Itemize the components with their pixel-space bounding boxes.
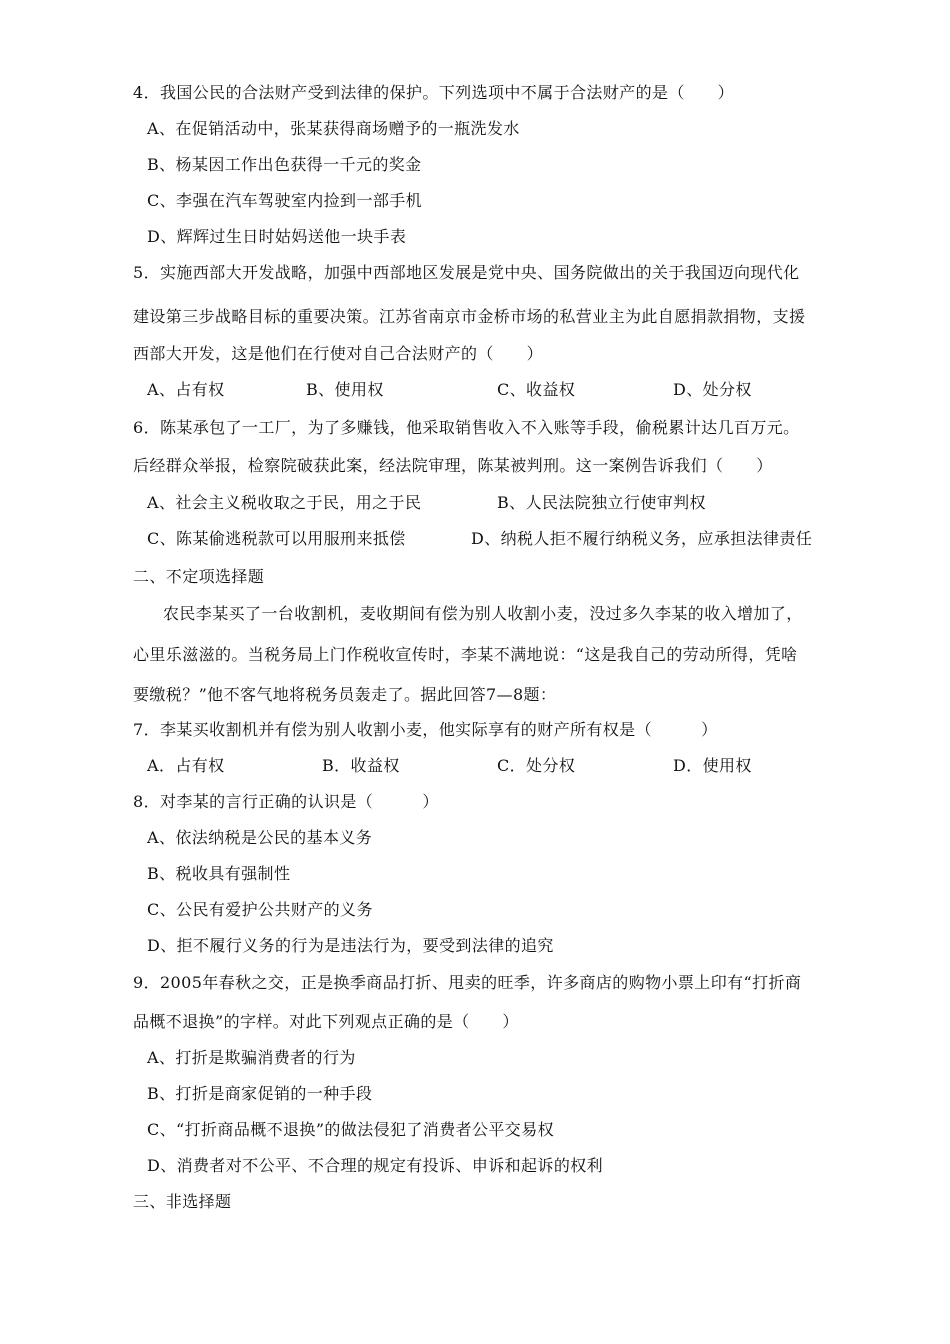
q4-option-b: B、杨某因工作出色获得一千元的奖金 <box>147 155 422 174</box>
q7-option-b: B．收益权 <box>322 756 400 775</box>
q5-option-a: A、占有权 <box>147 380 225 399</box>
q6-options-row-1 <box>0 492 950 514</box>
q5-stem-line-2: 建设第三步战略目标的重要决策。江苏省南京市金桥市场的私营业主为此自愿捐款捐物，支援 <box>133 307 806 326</box>
q8-option-b: B、税收具有强制性 <box>147 864 291 883</box>
q6-option-b: B、人民法院独立行使审判权 <box>497 493 706 512</box>
q7-option-a: A．占有权 <box>147 756 225 775</box>
q9-option-d: D、消费者对不公平、不合理的规定有投诉、申诉和起诉的权利 <box>147 1156 604 1175</box>
q5-option-d: D、处分权 <box>673 380 752 399</box>
q9-option-b: B、打折是商家促销的一种手段 <box>147 1084 373 1103</box>
q6-option-c: C、陈某偷逃税款可以用服刑来抵偿 <box>147 529 406 548</box>
q5-options-row <box>0 379 950 401</box>
section-3-heading: 三、非选择题 <box>133 1192 232 1211</box>
q4-stem: 4．我国公民的合法财产受到法律的保护。下列选项中不属于合法财产的是（ ） <box>133 83 734 102</box>
q6-stem-line-1: 6．陈某承包了一工厂，为了多赚钱，他采取销售收入不入账等手段，偷税累计达几百万元。 <box>133 418 800 437</box>
q5-option-b: B、使用权 <box>306 380 384 399</box>
q8-option-a: A、依法纳税是公民的基本义务 <box>147 828 373 847</box>
q4-option-c: C、李强在汽车驾驶室内捡到一部手机 <box>147 191 423 210</box>
q7-options-row <box>0 755 950 777</box>
q7-stem: 7．李某买收割机并有偿为别人收割小麦，他实际享有的财产所有权是（ ） <box>133 720 718 739</box>
q7-option-c: C．处分权 <box>497 756 576 775</box>
q5-stem-line-1: 5．实施西部大开发战略，加强中西部地区发展是党中央、国务院做出的关于我国迈向现代化 <box>133 263 800 282</box>
q6-option-d: D、纳税人拒不履行纳税义务，应承担法律责任 <box>471 529 813 548</box>
q6-stem-line-2: 后经群众举报，检察院破获此案，经法院审理，陈某被判刑。这一案例告诉我们（ ） <box>133 456 773 475</box>
passage-line-2: 心里乐滋滋的。当税务局上门作税收宣传时，李某不满地说：“这是我自己的劳动所得，凭啥 <box>133 645 798 664</box>
q8-stem: 8．对李某的言行正确的认识是（ ） <box>133 792 439 811</box>
q4-option-d: D、辉辉过生日时姑妈送他一块手表 <box>147 227 407 246</box>
q9-option-a: A、打折是欺骗消费者的行为 <box>147 1048 356 1067</box>
q4-option-a: A、在促销活动中，张某获得商场赠予的一瓶洗发水 <box>147 119 520 138</box>
q8-option-d: D、拒不履行义务的行为是违法行为，要受到法律的追究 <box>147 936 554 955</box>
q9-stem-line-1: 9．2005年春秋之交，正是换季商品打折、甩卖的旺季，许多商店的购物小票上印有“打折商 <box>133 973 802 992</box>
q9-option-c: C、“打折商品概不退换”的做法侵犯了消费者公平交易权 <box>147 1120 555 1139</box>
q5-option-c: C、收益权 <box>497 380 576 399</box>
passage-line-1: 农民李某买了一台收割机，麦收期间有偿为别人收割小麦，没过多久李某的收入增加了， <box>163 604 803 623</box>
q5-stem-line-3: 西部大开发，这是他们在行使对自己合法财产的（ ） <box>133 344 544 363</box>
q9-stem-line-2: 品概不退换”的字样。对此下列观点正确的是（ ） <box>133 1012 519 1031</box>
q6-options-row-2 <box>0 528 950 550</box>
q6-option-a: A、社会主义税收取之于民，用之于民 <box>147 493 422 512</box>
q7-option-d: D．使用权 <box>673 756 752 775</box>
q8-option-c: C、公民有爱护公共财产的义务 <box>147 900 373 919</box>
section-2-heading: 二、不定项选择题 <box>133 567 265 586</box>
passage-line-3: 要缴税？”他不客气地将税务员轰走了。据此回答7—8题： <box>133 685 557 704</box>
